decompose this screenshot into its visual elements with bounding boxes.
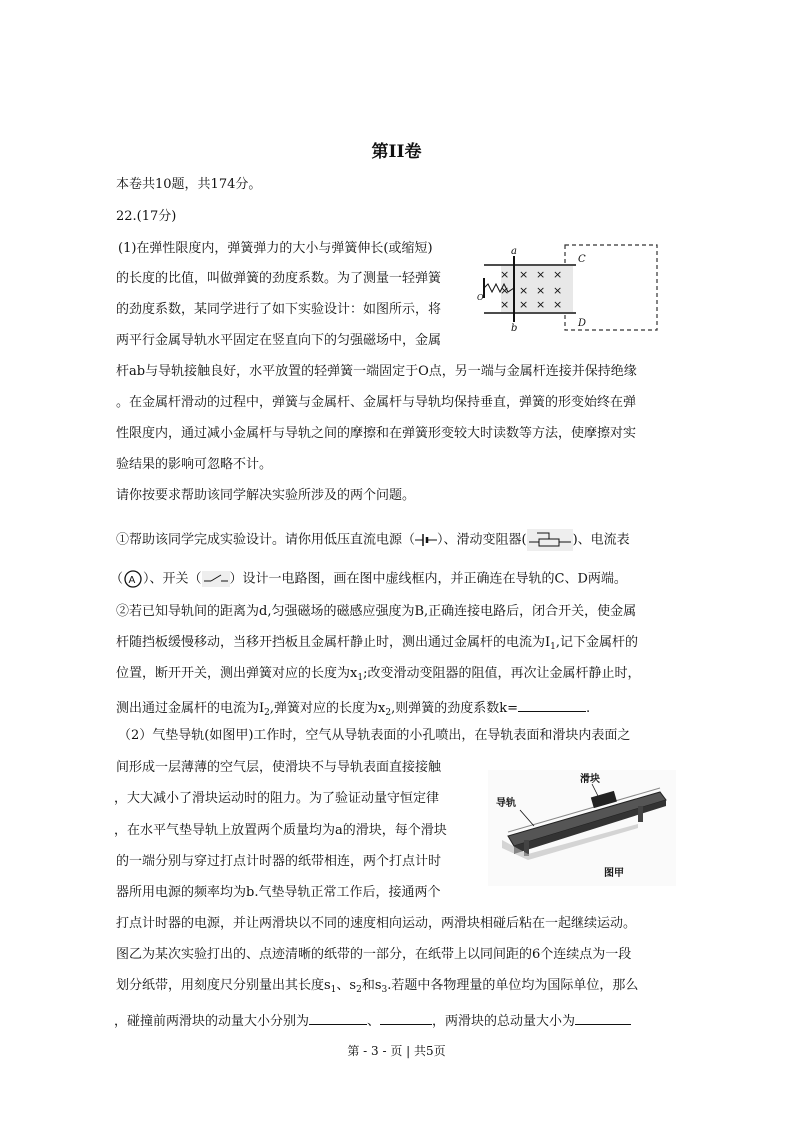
ammeter-icon	[123, 569, 143, 589]
cross-mark: ×	[519, 284, 529, 297]
answer-blank-momentum-2[interactable]	[380, 1010, 432, 1025]
rheostat-icon	[527, 529, 573, 551]
q1-text-c: )、电流表	[572, 532, 630, 548]
part1-line-3: 的劲度系数，某同学进行了如下实验设计：如图所示，将	[116, 302, 442, 317]
cross-mark: ×	[553, 284, 563, 297]
q1-text-f: ）设计一电路图，画在图中虚线框内，并正确连在导轨的C、D两端。	[229, 571, 627, 587]
answer-blank-total-momentum[interactable]	[575, 1010, 631, 1025]
sub-2: 2	[356, 985, 362, 995]
q2-l4-text-c: ,则弹簧的劲度系数k=	[391, 701, 518, 716]
switch-icon	[202, 571, 230, 587]
part1-line-2: 的长度的比值，叫做弹簧的劲度系数。为了测量一轻弹簧	[116, 271, 442, 286]
label-d: D	[578, 318, 587, 329]
q2-line-1: ②若已知导轨间的距离为d,匀强磁场的磁感应强度为B,正确连接电路后，闭合开关，使金属	[116, 604, 637, 619]
q2-l2-text-b: ,记下金属杆的	[555, 635, 639, 650]
sub-2: 2	[264, 708, 270, 718]
q2-l3-text: 位置，断开开关，测出弹簧对应的长度为x	[116, 666, 358, 681]
part2-line-10	[114, 1010, 631, 1031]
sub-3: 3	[381, 985, 388, 995]
cross-mark: ×	[500, 298, 510, 311]
cross-mark: ×	[500, 268, 510, 281]
answer-blank-momentum-1[interactable]	[309, 1010, 367, 1025]
sub-1: 1	[550, 642, 556, 652]
separator: 、	[367, 1014, 381, 1029]
part2-line-9	[116, 977, 638, 996]
q1-text-d: （	[110, 571, 124, 587]
cross-mark: ×	[536, 284, 546, 297]
p2-l10-a: ，碰撞前两滑块的动量大小分别为	[114, 1014, 310, 1029]
q1-text-a: ①帮助该同学完成实验设计。请你用低压直流电源（	[116, 532, 416, 548]
answer-blank-k[interactable]	[518, 697, 586, 712]
sub-1: 1	[357, 673, 364, 683]
q2-l4-text-b: ,弹簧对应的长度为x	[269, 701, 386, 716]
q2-l2-text: 杆随挡板缓慢移动，当移开挡板且金属杆静止时，测出通过金属杆的电流为I	[116, 635, 551, 650]
cross-mark: ×	[519, 268, 529, 281]
part1-line-8: 验结果的影响可忽略不计。	[116, 457, 273, 472]
label-b: b	[511, 323, 518, 334]
section-intro: 本卷共10题，共174分。	[116, 177, 262, 192]
question-number: 22.(17分)	[116, 209, 177, 224]
part2-line-3: ，大大减小了滑块运动时的阻力。为了验证动量守恒定律	[114, 791, 440, 806]
part1-line-1: (1)在弹性限度内，弹簧弹力的大小与弹簧伸长(或缩短)	[118, 241, 433, 256]
sub-1: 1	[330, 985, 337, 995]
figure-caption: 图甲	[604, 868, 624, 879]
sub-2: 2	[385, 708, 392, 718]
rail-magnetic-field-figure	[476, 242, 662, 334]
q2-line-4	[116, 697, 590, 719]
p2-l10-b: ，两滑块的总动量大小为	[432, 1014, 576, 1029]
label-c: C	[578, 254, 586, 265]
q1-text-e: ）、开关（	[143, 571, 202, 587]
part2-line-8: 图乙为某次实验打出的、点迹清晰的纸带的一部分，在纸带上以同间距的6个连续点为一段	[116, 947, 632, 962]
part2-line-2: 间形成一层薄薄的空气层，使滑块不与导轨表面直接接触	[116, 760, 442, 775]
part1-line-5: 杆ab与导轨接触良好，水平放置的轻弹簧一端固定于O点，另一端与金属杆连接并保持绝缘	[116, 364, 637, 379]
cross-mark: ×	[519, 298, 529, 311]
label-a: a	[511, 246, 517, 257]
air-track-figure	[488, 770, 676, 886]
p2-l9-c: 和s	[361, 978, 382, 993]
page-footer: 第 - 3 - 页 | 共5页	[347, 1044, 446, 1058]
part2-line-1: （2）气垫导轨(如图甲)工作时，空气从导轨表面的小孔喷出，在导轨表面和滑块内表面之	[118, 728, 631, 743]
cross-mark: ×	[536, 298, 546, 311]
p2-l9-b: 、s	[336, 978, 357, 993]
q1-text-b: ）、滑动变阻器(	[437, 532, 527, 548]
svg-text:A: A	[128, 575, 136, 586]
part1-line-7: 性限度内，通过减小金属杆与导轨之间的摩擦和在弹簧形变较大时读数等方法，使摩擦对实	[116, 426, 637, 441]
page-title: 第II卷	[371, 142, 422, 162]
cross-mark: ×	[500, 284, 510, 297]
cross-mark: ×	[536, 268, 546, 281]
part2-line-7: 打点计时器的电源，并让两滑块以不同的速度相向运动，两滑块相碰后粘在一起继续运动。	[116, 916, 637, 931]
battery-icon	[415, 532, 437, 548]
part2-line-6: 器所用电源的频率均为b.气垫导轨正常工作后，接通两个	[116, 885, 441, 900]
q2-l3-text-b: ;改变滑动变阻器的阻值，再次让金属杆静止时，	[363, 666, 641, 681]
p2-l9-a: 划分纸带，用刻度尺分别量出其长度s	[116, 978, 331, 993]
q2-line-2	[116, 634, 638, 653]
q1-line-1	[116, 529, 630, 551]
part1-line-6: 。在金属杆滑动的过程中，弹簧与金属杆、金属杆与导轨均保持垂直，弹簧的形变始终在弹	[116, 395, 637, 410]
cross-mark: ×	[553, 298, 563, 311]
q1-line-2	[110, 569, 627, 589]
period: .	[585, 701, 591, 716]
part2-line-5: 的一端分别与穿过打点计时器的纸带相连，两个打点计时	[116, 854, 442, 869]
part1-line-4: 两平行金属导轨水平固定在竖直向下的匀强磁场中，金属	[116, 333, 442, 348]
part1-line-9: 请你按要求帮助该同学解决实验所涉及的两个问题。	[116, 488, 416, 503]
label-rail: 导轨	[496, 798, 516, 809]
q2-l4-text: 测出通过金属杆的电流为I	[116, 701, 265, 716]
part2-line-4: ，在水平气垫导轨上放置两个质量均为a的滑块，每个滑块	[114, 823, 447, 838]
cross-mark: ×	[553, 268, 563, 281]
p2-l9-d: .若题中各物理量的单位均为国际单位，那么	[387, 978, 639, 993]
label-o: O	[477, 293, 484, 302]
q2-line-3	[116, 665, 640, 684]
label-slider: 滑块	[580, 774, 600, 785]
